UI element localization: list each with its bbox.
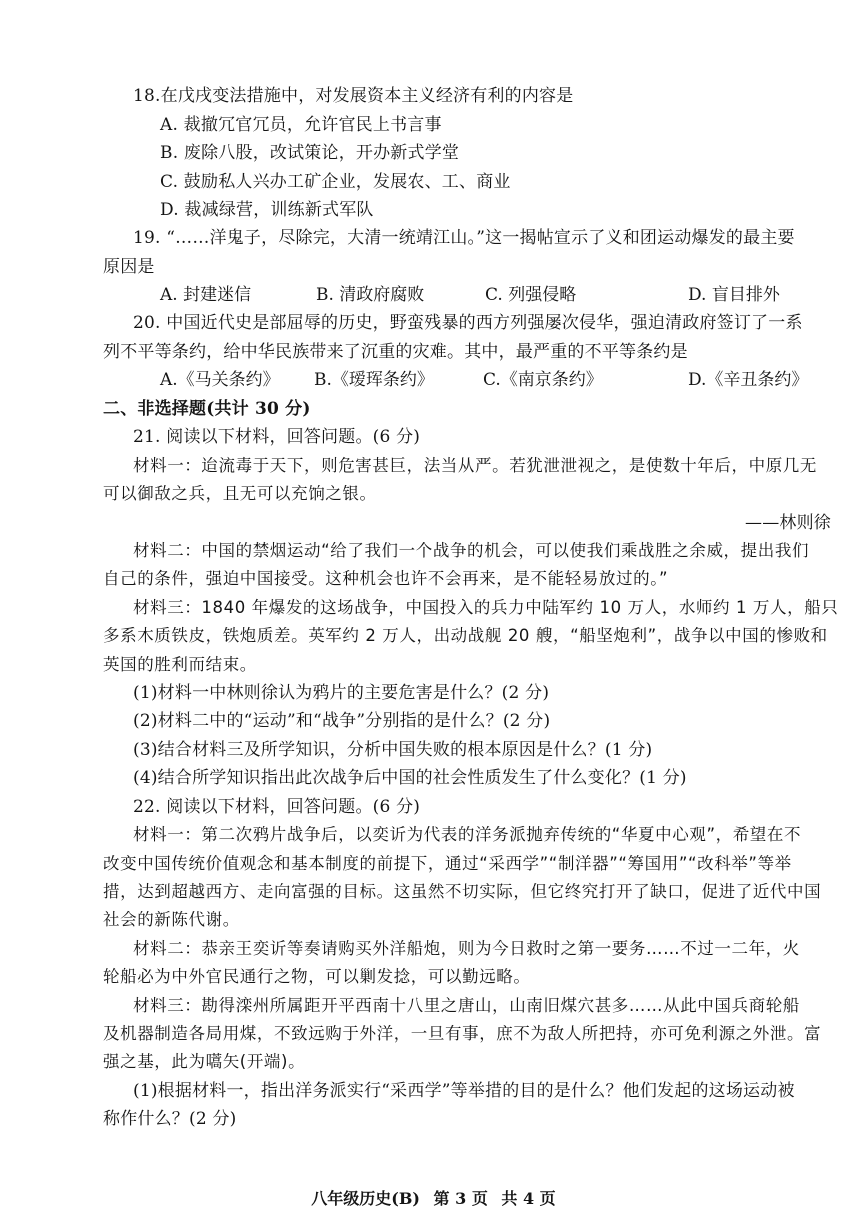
q20-stem-line2: 列不平等条约，给中华民族带来了沉重的灾难。其中，最严重的不平等条约是 (103, 342, 688, 362)
section-heading: 二、非选择题(共计 30 分) (103, 399, 311, 419)
q22-material1-line4: 社会的新陈代谢。 (103, 910, 240, 929)
q21-stem: 21. 阅读以下材料，回答问题。(6 分) (133, 427, 421, 447)
q22-material1-line3: 措，达到超越西方、走向富强的目标。这虽然不切实际，但它终究打开了缺口，促进了近代中国 (103, 882, 822, 901)
q21-material3-line2: 多系木质铁皮，铁炮质差。英军约 2 万人，出动战舰 20 艘，“船坚炮利”，战争以中国的惨败和 (103, 626, 828, 645)
q18-option-b: B. 废除八股，改试策论，开办新式学堂 (160, 143, 460, 163)
q21-material2-line2: 自己的条件，强迫中国接受。这种机会也许不会再来，是不能轻易放过的。” (103, 569, 669, 588)
q18-option-d: D. 裁减绿营，训练新式军队 (160, 200, 374, 220)
q21-material3-line3: 英国的胜利而结束。 (103, 655, 257, 674)
q22-material1-line2: 改变中国传统价值观念和基本制度的前提下，通过“采西学”“制洋器”“筹国用”“改科举”等举 (103, 854, 792, 873)
q19-option-b: B. 清政府腐败 (316, 285, 425, 305)
page-footer (0, 1186, 867, 1209)
q22-material3-line2: 及机器制造各局用煤，不致远购于外洋，一旦有事，庶不为敌人所把持，亦可免利源之外泄。富 (103, 1024, 822, 1043)
q21-material3-line1: 材料三：1840 年爆发的这场战争，中国投入的兵力中陆军约 10 万人，水师约 1 万人，船只 (133, 598, 839, 617)
q18-option-a: A. 裁撤冗官冗员，允许官民上书言事 (160, 115, 442, 135)
q19-stem-line2: 原因是 (103, 257, 155, 277)
q22-material2-line1: 材料二：恭亲王奕䜣等奏请购买外洋船炮，则为今日救时之第一要务……不过一二年，火 (133, 939, 800, 958)
q21-sub4: (4)结合所学知识指出此次战争后中国的社会性质发生了什么变化？(1 分) (133, 768, 687, 788)
q22-sub1-line2: 称作什么？(2 分) (103, 1109, 237, 1129)
q22-material3-line3: 强之基，此为嚆矢(开端)。 (103, 1052, 306, 1071)
q22-material1-line1: 材料一：第二次鸦片战争后，以奕䜣为代表的洋务派抛弃传统的“华夏中心观”，希望在不 (133, 825, 802, 844)
footer-total-pages: 共 4 页 (501, 1189, 556, 1208)
q21-sub3: (3)结合材料三及所学知识，分析中国失败的根本原因是什么？(1 分) (133, 740, 653, 760)
q20-option-c: C.《南京条约》 (483, 370, 603, 390)
q21-material1-source: ——林则徐 (745, 513, 831, 533)
q20-option-a: A.《马关条约》 (160, 370, 280, 390)
q22-material3-line1: 材料三：勘得滦州所属距开平西南十八里之唐山，山南旧煤穴甚多……从此中国兵商轮船 (133, 996, 800, 1015)
q19-option-d: D. 盲目排外 (688, 285, 780, 305)
q22-material2-line2: 轮船必为中外官民通行之物，可以剿发捻，可以勤远略。 (103, 967, 531, 986)
footer-page-number: 第 3 页 (433, 1189, 488, 1208)
q21-material2-line1: 材料二：中国的禁烟运动“给了我们一个战争的机会，可以使我们乘战胜之余威，提出我们 (133, 541, 810, 560)
q19-stem-line1: 19. “……洋鬼子，尽除完，大清一统靖江山。”这一揭帖宣示了义和团运动爆发的最主要 (133, 228, 795, 248)
q21-material1-line2: 可以御敌之兵，且无可以充饷之银。 (103, 484, 377, 503)
q20-option-d: D.《辛丑条约》 (688, 370, 809, 390)
q20-option-b: B.《瑷珲条约》 (314, 370, 434, 390)
q22-sub1-line1: (1)根据材料一，指出洋务派实行“采西学”等举措的目的是什么？他们发起的这场运动被 (133, 1081, 795, 1101)
q19-option-c: C. 列强侵略 (485, 285, 577, 305)
q21-material1-line1: 材料一：迨流毒于天下，则危害甚巨，法当从严。若犹泄泄视之，是使数十年后，中原几无 (133, 456, 817, 475)
q21-sub1: (1)材料一中林则徐认为鸦片的主要危害是什么？(2 分) (133, 683, 550, 703)
q20-stem-line1: 20. 中国近代史是部屈辱的历史，野蛮残暴的西方列强屡次侵华，强迫清政府签订了一系 (133, 313, 803, 333)
q18-option-c: C. 鼓励私人兴办工矿企业，发展农、工、商业 (160, 172, 511, 192)
q19-option-a: A. 封建迷信 (160, 285, 252, 305)
footer-subject: 八年级历史(B) (311, 1189, 420, 1208)
q22-stem: 22. 阅读以下材料，回答问题。(6 分) (133, 797, 421, 817)
q21-sub2: (2)材料二中的“运动”和“战争”分别指的是什么？(2 分) (133, 711, 551, 731)
q18-stem: 18.在戊戌变法措施中，对发展资本主义经济有利的内容是 (133, 86, 574, 106)
